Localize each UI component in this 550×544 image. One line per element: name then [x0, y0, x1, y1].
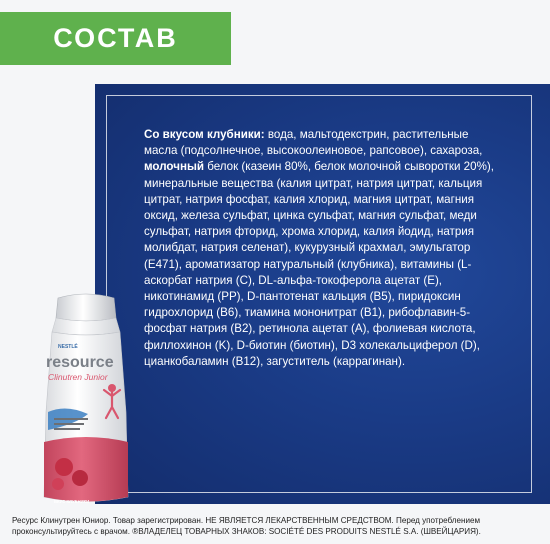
- composition-highlight: молочный: [144, 160, 204, 174]
- composition-text: [144, 127, 504, 370]
- composition-part1: вода, мальтодекстрин, растительные масла (подсолнечное, высокоолеиновое, рапсовое), сахароза,: [144, 128, 483, 158]
- bottle-name: resource: [46, 354, 114, 371]
- section-title-bar: [0, 12, 231, 65]
- composition-lead: Со вкусом клубники:: [144, 128, 265, 141]
- bottle-brand: NESTLÉ: [58, 344, 78, 350]
- bottle-subname: Clinutren Junior: [48, 372, 108, 382]
- product-bottle-image: [36, 292, 136, 508]
- bottle-flavor-label: ВКУС КЛУБНИКИ: [54, 499, 90, 504]
- legal-footer: Ресурс Клинутрен Юниор. Товар зарегистрирован. НЕ ЯВЛЯЕТСЯ ЛЕКАРСТВЕННЫМ СРЕДСТВОМ. Перед употреблением проконсультируйтесь с врачом. ®ВЛАДЕЛЕЦ ТОВАРНЫХ ЗНАКОВ: SOCIÉTÉ DES PRODUITS NESTLÉ S.A. (ШВЕЙЦАРИЯ).: [12, 516, 481, 536]
- composition-part2: белок (казеин 80%, белок молочной сыворотки 20%), минеральные вещества (калия цитрат, натрия цитрат, кальция цитрат, натрия фосфат, калия хлорид, магния цитрат, магния оксид, железа сульфат, цинка сульфат, магния сульфат, меди сульфат, натрия фторид, хрома хлорид, калия йодид, натрия молибдат, натрия селенат), кукурузный крахмал, эмульгатор (E471), ароматизатор натуральный (клубника), витамины (L-аскорбат натрия (С), DL-альфа-токоферола ацетат (E), никотинамид (PP), D-пантотенат кальция (B5), пиридоксин гидрохлорид (B6), тиамина мононитрат (B1), рибофлавин-5-фосфат натрия (B2), ретинола ацетат (A), фолиевая кислота, филлохинон (K), D-биотин (биотин), D3 холекальциферол (D), цианкобаламин (B12), загуститель (каррагинан).: [144, 160, 494, 368]
- section-title: СОСТАВ: [53, 23, 178, 53]
